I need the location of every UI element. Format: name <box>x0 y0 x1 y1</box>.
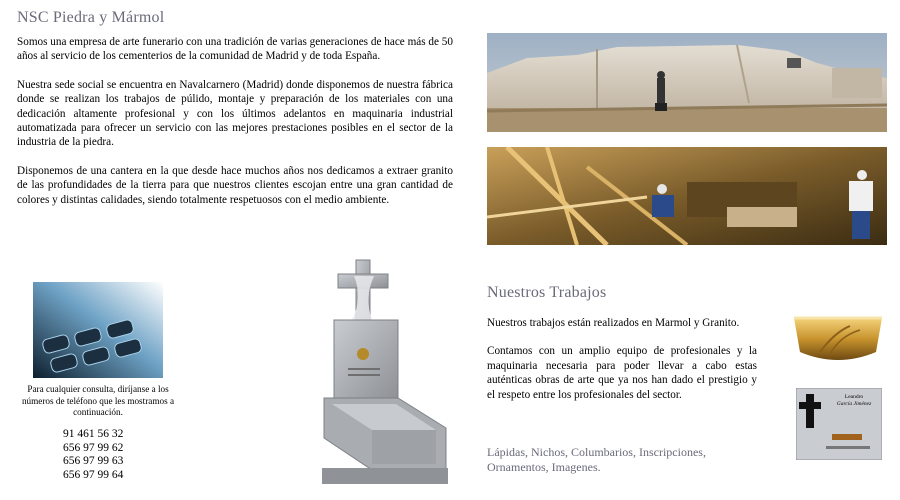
intro-paragraph-3: Disponemos de una cantera en la que desde hace muchos años nos dedicamos a extraer granito de las profundidades de la tierra para que nuestros clientes escojan entre una gran cantidad de colores y distintas calidades, siendo totalmente respetuosos con el medio ambiente. <box>17 164 453 206</box>
phone-number[interactable]: 656 97 99 62 <box>63 441 124 454</box>
works-text <box>487 316 757 402</box>
phone-number[interactable]: 656 97 99 64 <box>63 468 124 481</box>
phone-number[interactable]: 656 97 99 63 <box>63 455 124 467</box>
plaque-surname: García Jiménez <box>836 400 872 407</box>
contact-note: Para cualquier consulta, diríjanse a los números de teléfono que les mostramos a continuación. <box>21 384 175 417</box>
works-paragraph-2: Contamos con un amplio equipo de profesionales y la maquinaria necesaria para poder llevar a cabo estas auténticas obras de arte que ya nos han dado el prestigio y el respeto entre los profesionales del sector. <box>487 345 757 401</box>
memorial-plaque-photo <box>796 388 882 460</box>
phone-list <box>63 428 153 482</box>
plaque-name: Leandro <box>844 394 864 400</box>
intro-paragraph-2: Nuestra sede social se encuentra en Navalcarnero (Madrid) donde disponemos de nuestra fábrica donde se realizan los trabajos de púlido, montaje y preparación de los materiales con una dedicación altamente profesional y con los últimos adelantos en maquinaria industrial automatizada para ofrecer un servicio con las mejores prestaciones posibles en el sector de la industria de la piedra. <box>17 78 453 149</box>
intro-text <box>17 35 453 207</box>
intro-paragraph-1: Somos una empresa de arte funerario con una tradición de varias generaciones de hace más de 50 años al servicio de los cementerios de la comunidad de Madrid y de toda España. <box>17 36 453 63</box>
telephone-keypad-photo <box>33 282 163 378</box>
works-paragraph-1: Nuestros trabajos están realizados en Marmol y Granito. <box>487 317 740 329</box>
page-title: NSC Piedra y Mármol <box>17 9 165 26</box>
phone-number[interactable]: 91 461 56 32 <box>63 428 124 440</box>
services-list: Lápidas, Nichos, Columbarios, Inscripciones, Ornamentos, Imagenes. <box>487 445 706 474</box>
grave-monument-photo <box>318 258 452 486</box>
quarry-photo <box>487 33 887 132</box>
factory-photo <box>487 147 887 245</box>
bronze-vase-photo <box>790 312 886 370</box>
works-title: Nuestros Trabajos <box>487 284 607 301</box>
